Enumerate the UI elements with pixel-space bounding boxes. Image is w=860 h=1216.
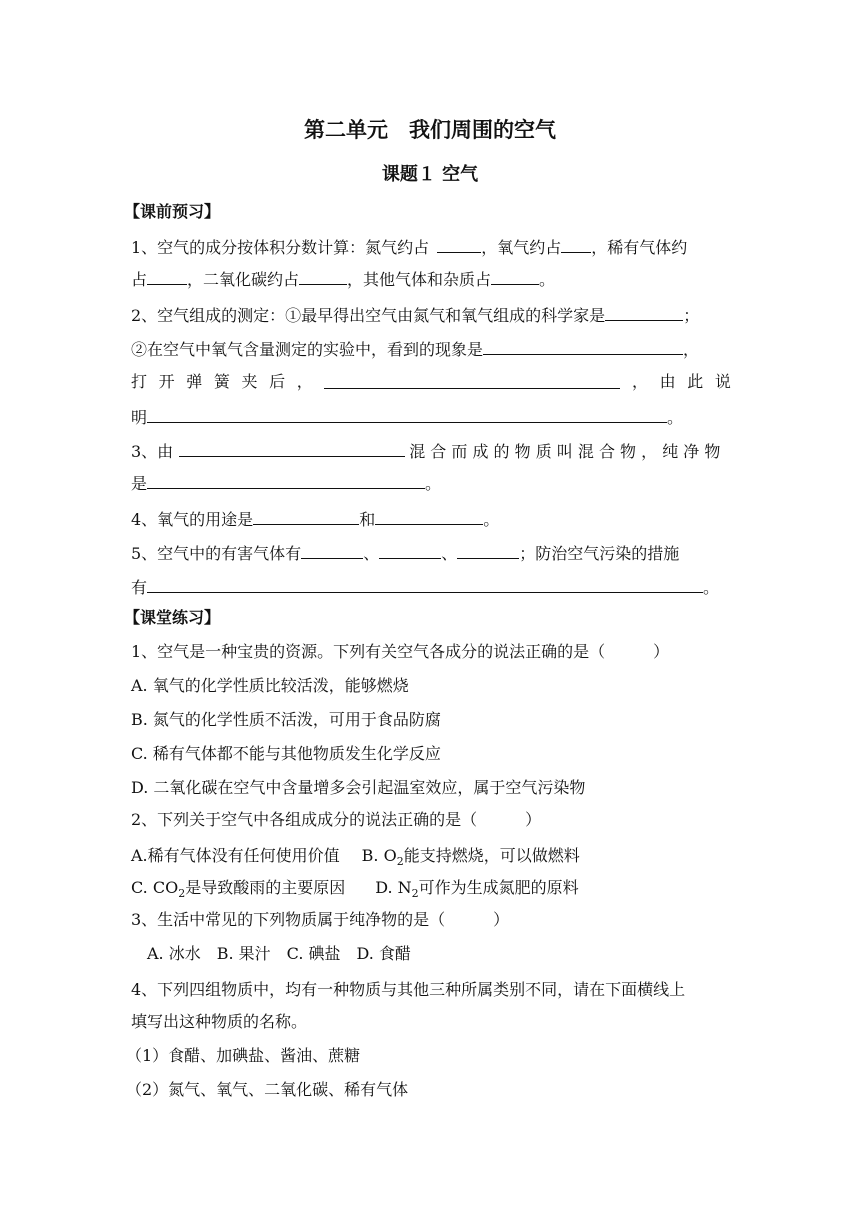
subscript: 2 [178,887,186,901]
answer-blank[interactable] [324,372,620,389]
preview-q5-line1 [131,542,731,564]
answer-blank[interactable] [147,406,667,423]
answer-blank[interactable] [437,236,481,253]
text: ， [631,372,648,391]
practice-q4-item1: （1）食醋、加碘盐、酱油、蔗糖 [126,1046,361,1065]
text: 是 [131,474,148,493]
practice-q2-option-b[interactable] [361,846,580,869]
text: ，其他气体和杂质占 [347,270,492,289]
practice-q2-option-a[interactable]: A.稀有气体没有任何使用价值 [131,846,340,865]
answer-blank[interactable] [457,542,519,559]
text: ②在空气中氧气含量测定的实验中，看到的现象是 [131,340,484,359]
text: 、 [363,544,380,563]
practice-q1-option-d[interactable]: D. 二氧化碳在空气中含量增多会引起温室效应，属于空气污染物 [131,778,586,797]
unit-title: 第二单元 我们周围的空气 [304,118,556,142]
preview-q2-line3 [131,372,731,392]
answer-blank[interactable] [483,338,683,355]
practice-q2-options-cd [131,878,731,904]
answer-blank[interactable] [299,268,347,285]
practice-q4-line2: 填写出这种物质的名称。 [131,1012,308,1031]
text: 和 [359,510,376,529]
preview-q2-line1 [131,304,731,326]
answer-blank[interactable] [491,268,539,285]
answer-blank[interactable] [375,508,483,525]
answer-blank[interactable] [561,236,591,253]
text: B. O [361,846,397,865]
text: 由 [659,372,676,391]
text: 。 [539,270,556,289]
text: D. N [375,878,412,897]
text: 是导致酸雨的主要原因 [185,878,346,897]
preview-q1-line2 [131,268,731,290]
text: 簧 [213,372,230,391]
text: 有 [131,578,148,597]
answer-blank[interactable] [147,576,703,593]
answer-blank[interactable] [253,508,359,525]
text: 能支持燃烧，可以做燃料 [403,846,580,865]
text: ，氧气约占 [481,238,562,257]
section-heading-practice: 【课堂练习】 [124,608,221,627]
preview-q4 [131,508,731,530]
text: 后 [269,372,286,391]
answer-blank[interactable] [301,542,363,559]
text: 。 [425,474,442,493]
text: 。 [703,578,720,597]
text: 夹 [241,372,258,391]
practice-q2: 2、下列关于空气中各组成成分的说法正确的是（ ） [131,810,542,829]
text: 。 [667,408,684,427]
text: 明 [131,408,148,427]
text: 、 [441,544,458,563]
practice-q4-item2: （2）氮气、氧气、二氧化碳、稀有气体 [126,1080,409,1099]
text: 混 合 而 成 的 物 质 叫 混 合 物 ， 纯 净 物 [409,442,721,461]
text: ，二氧化碳约占 [187,270,300,289]
practice-q1-option-b[interactable]: B. 氮气的化学性质不活泼，可用于食品防腐 [131,710,441,729]
preview-q3-line1 [131,440,731,462]
preview-q5-line2 [131,576,731,598]
practice-q2-options-ab [131,846,731,872]
answer-blank[interactable] [379,542,441,559]
text: 说 [714,372,731,391]
text: ；防治空气污染的措施 [519,544,680,563]
text: 开 [158,372,175,391]
practice-q2-option-d[interactable] [375,878,579,901]
text: ； [683,306,700,325]
text: ， [683,340,700,359]
text: C. CO [131,878,179,897]
practice-q4-line1: 4、下列四组物质中，均有一种物质与其他三种所属类别不同，请在下面横线上 [131,980,686,999]
text: 可作为生成氮肥的原料 [418,878,579,897]
lesson-title: 课题１ 空气 [381,164,479,185]
answer-blank[interactable] [147,472,425,489]
text: 占 [131,270,148,289]
text: 1、空气的成分按体积分数计算：氮气约占 [131,238,430,257]
text: 5、空气中的有害气体有 [131,544,302,563]
practice-q1: 1、空气是一种宝贵的资源。下列有关空气各成分的说法正确的是（ ） [131,642,670,661]
text: 3、由 [131,442,174,461]
answer-blank[interactable] [147,268,187,285]
practice-q2-option-c[interactable] [131,878,346,901]
preview-q2-line2 [131,338,731,360]
text: 弹 [186,372,203,391]
subscript: 2 [396,855,404,869]
text: 打 [131,372,148,391]
section-heading-preview: 【课前预习】 [124,202,221,221]
preview-q1-line1 [131,236,731,258]
text: ，稀有气体约 [591,238,688,257]
practice-q3-options[interactable]: A. 冰水 B. 果汁 C. 碘盐 D. 食醋 [147,944,411,963]
practice-q1-option-c[interactable]: C. 稀有气体都不能与其他物质发生化学反应 [131,744,441,763]
answer-blank[interactable] [605,304,683,321]
answer-blank[interactable] [179,440,405,457]
practice-q1-option-a[interactable]: A. 氧气的化学性质比较活泼，能够燃烧 [131,676,409,695]
preview-q3-line2 [131,472,731,494]
preview-q2-line4 [131,406,731,428]
subscript: 2 [411,887,419,901]
text: ， [296,372,313,391]
practice-q3: 3、生活中常见的下列物质属于纯净物的是（ ） [131,910,510,929]
text: 2、空气组成的测定：①最早得出空气由氮气和氧气组成的科学家是 [131,306,606,325]
text: 此 [687,372,704,391]
text: 4、氧气的用途是 [131,510,254,529]
text: 。 [483,510,500,529]
